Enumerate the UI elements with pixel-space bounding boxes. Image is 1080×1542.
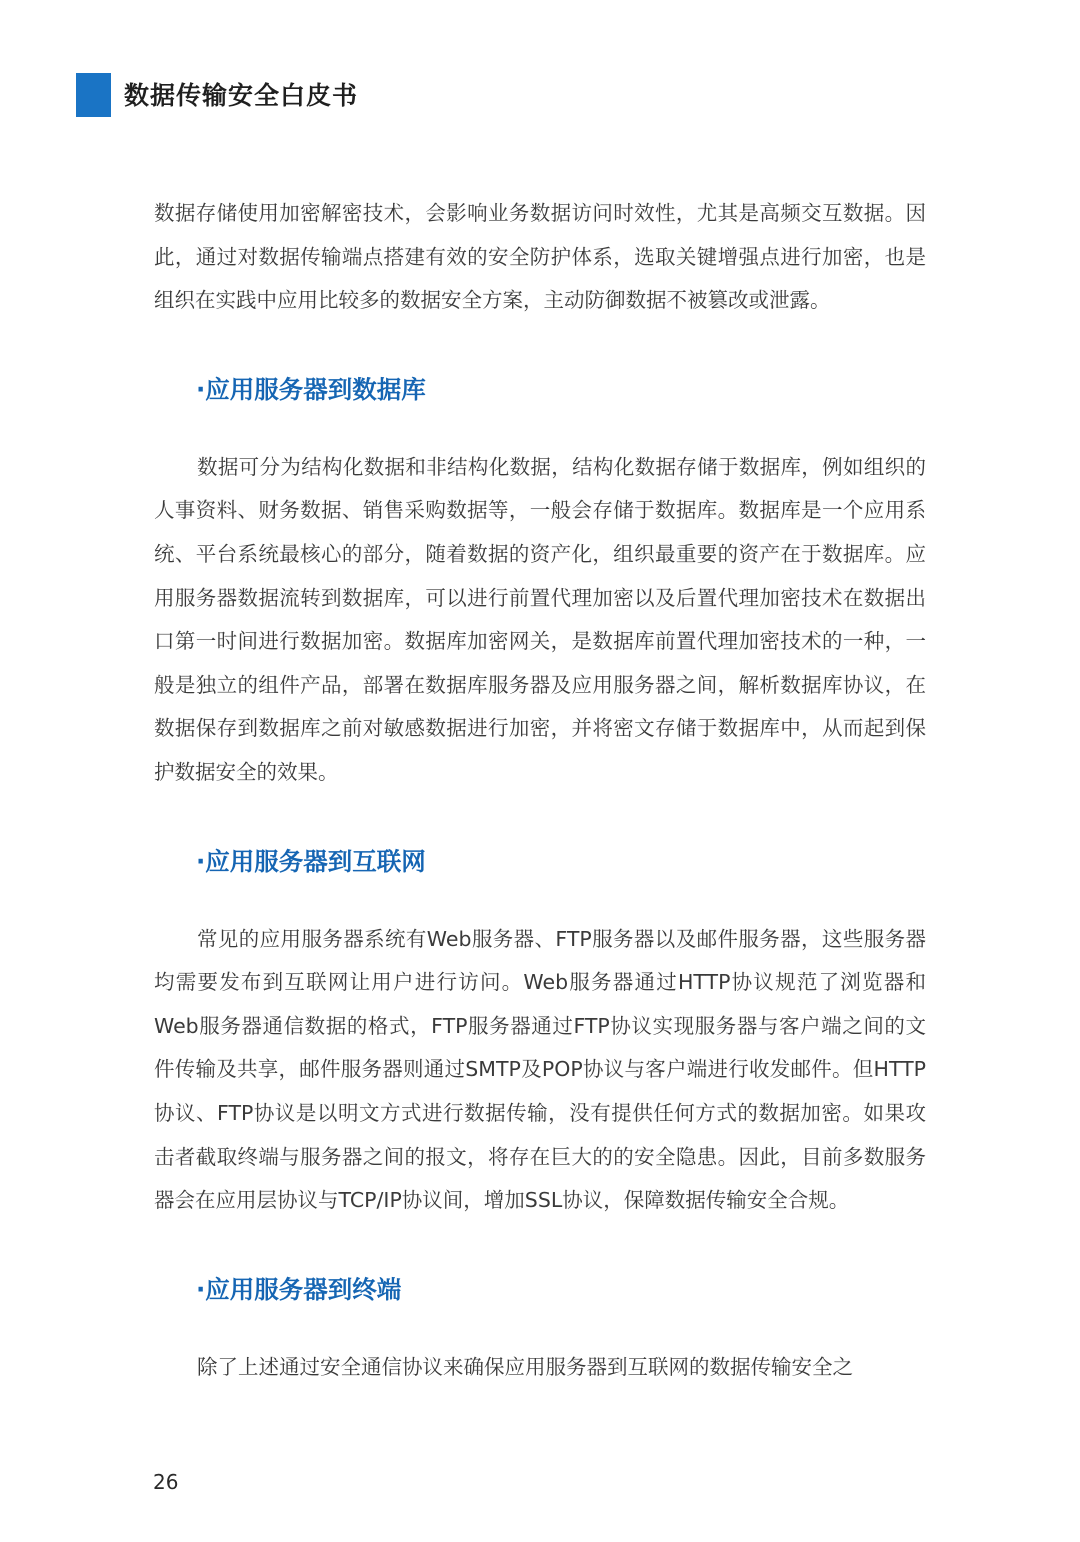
page-number: 26 [153, 1470, 179, 1494]
intro-paragraph: 数据存储使用加密解密技术，会影响业务数据访问时效性，尤其是高频交互数据。因此，通过对数据传输端点搭建有效的安全防护体系，选取关键增强点进行加密，也是组织在实践中应用比较多的数据安全方案，主动防御数据不被篡改或泄露。 [154, 201, 926, 313]
page-content [154, 192, 926, 1389]
document-title: 数据传输安全白皮书 [124, 81, 359, 110]
section-paragraph-internet: 常见的应用服务器系统有Web服务器、FTP服务器以及邮件服务器，这些服务器均需要发布到互联网让用户进行访问。Web服务器通过HTTP协议规范了浏览器和Web服务器通信数据的格式，FTP服务器通过FTP协议实现服务器与客户端之间的文件传输及共享，邮件服务器则通过SMTP及POP协议与客户端进行收发邮件。但HTTP协议、FTP协议是以明文方式进行数据传输，没有提供任何方式的数据加密。如果攻击者截取终端与服务器之间的报文，将存在巨大的的安全隐患。因此，目前多数服务器会在应用层协议与TCP/IP协议间，增加SSL协议，保障数据传输安全合规。 [154, 926, 926, 1213]
section-paragraph-database: 数据可分为结构化数据和非结构化数据，结构化数据存储于数据库，例如组织的人事资料、财务数据、销售采购数据等，一般会存储于数据库。数据库是一个应用系统、平台系统最核心的部分，随着数据的资产化，组织最重要的资产在于数据库。应用服务器数据流转到数据库，可以进行前置代理加密以及后置代理加密技术在数据出口第一时间进行数据加密。数据库加密网关，是数据库前置代理加密技术的一种，一般是独立的组件产品，部署在数据库服务器及应用服务器之间，解析数据库协议，在数据保存到数据库之前对敏感数据进行加密，并将密文存储于数据库中，从而起到保护数据安全的效果。 [154, 454, 926, 784]
section-heading-database: ·应用服务器到数据库 [196, 374, 426, 404]
section-heading-internet: ·应用服务器到互联网 [196, 846, 426, 876]
section-paragraph-terminal: 除了上述通过安全通信协议来确保应用服务器到互联网的数据传输安全之 [197, 1354, 853, 1379]
header-accent-bar [76, 73, 111, 117]
section-heading-terminal: ·应用服务器到终端 [196, 1274, 402, 1304]
